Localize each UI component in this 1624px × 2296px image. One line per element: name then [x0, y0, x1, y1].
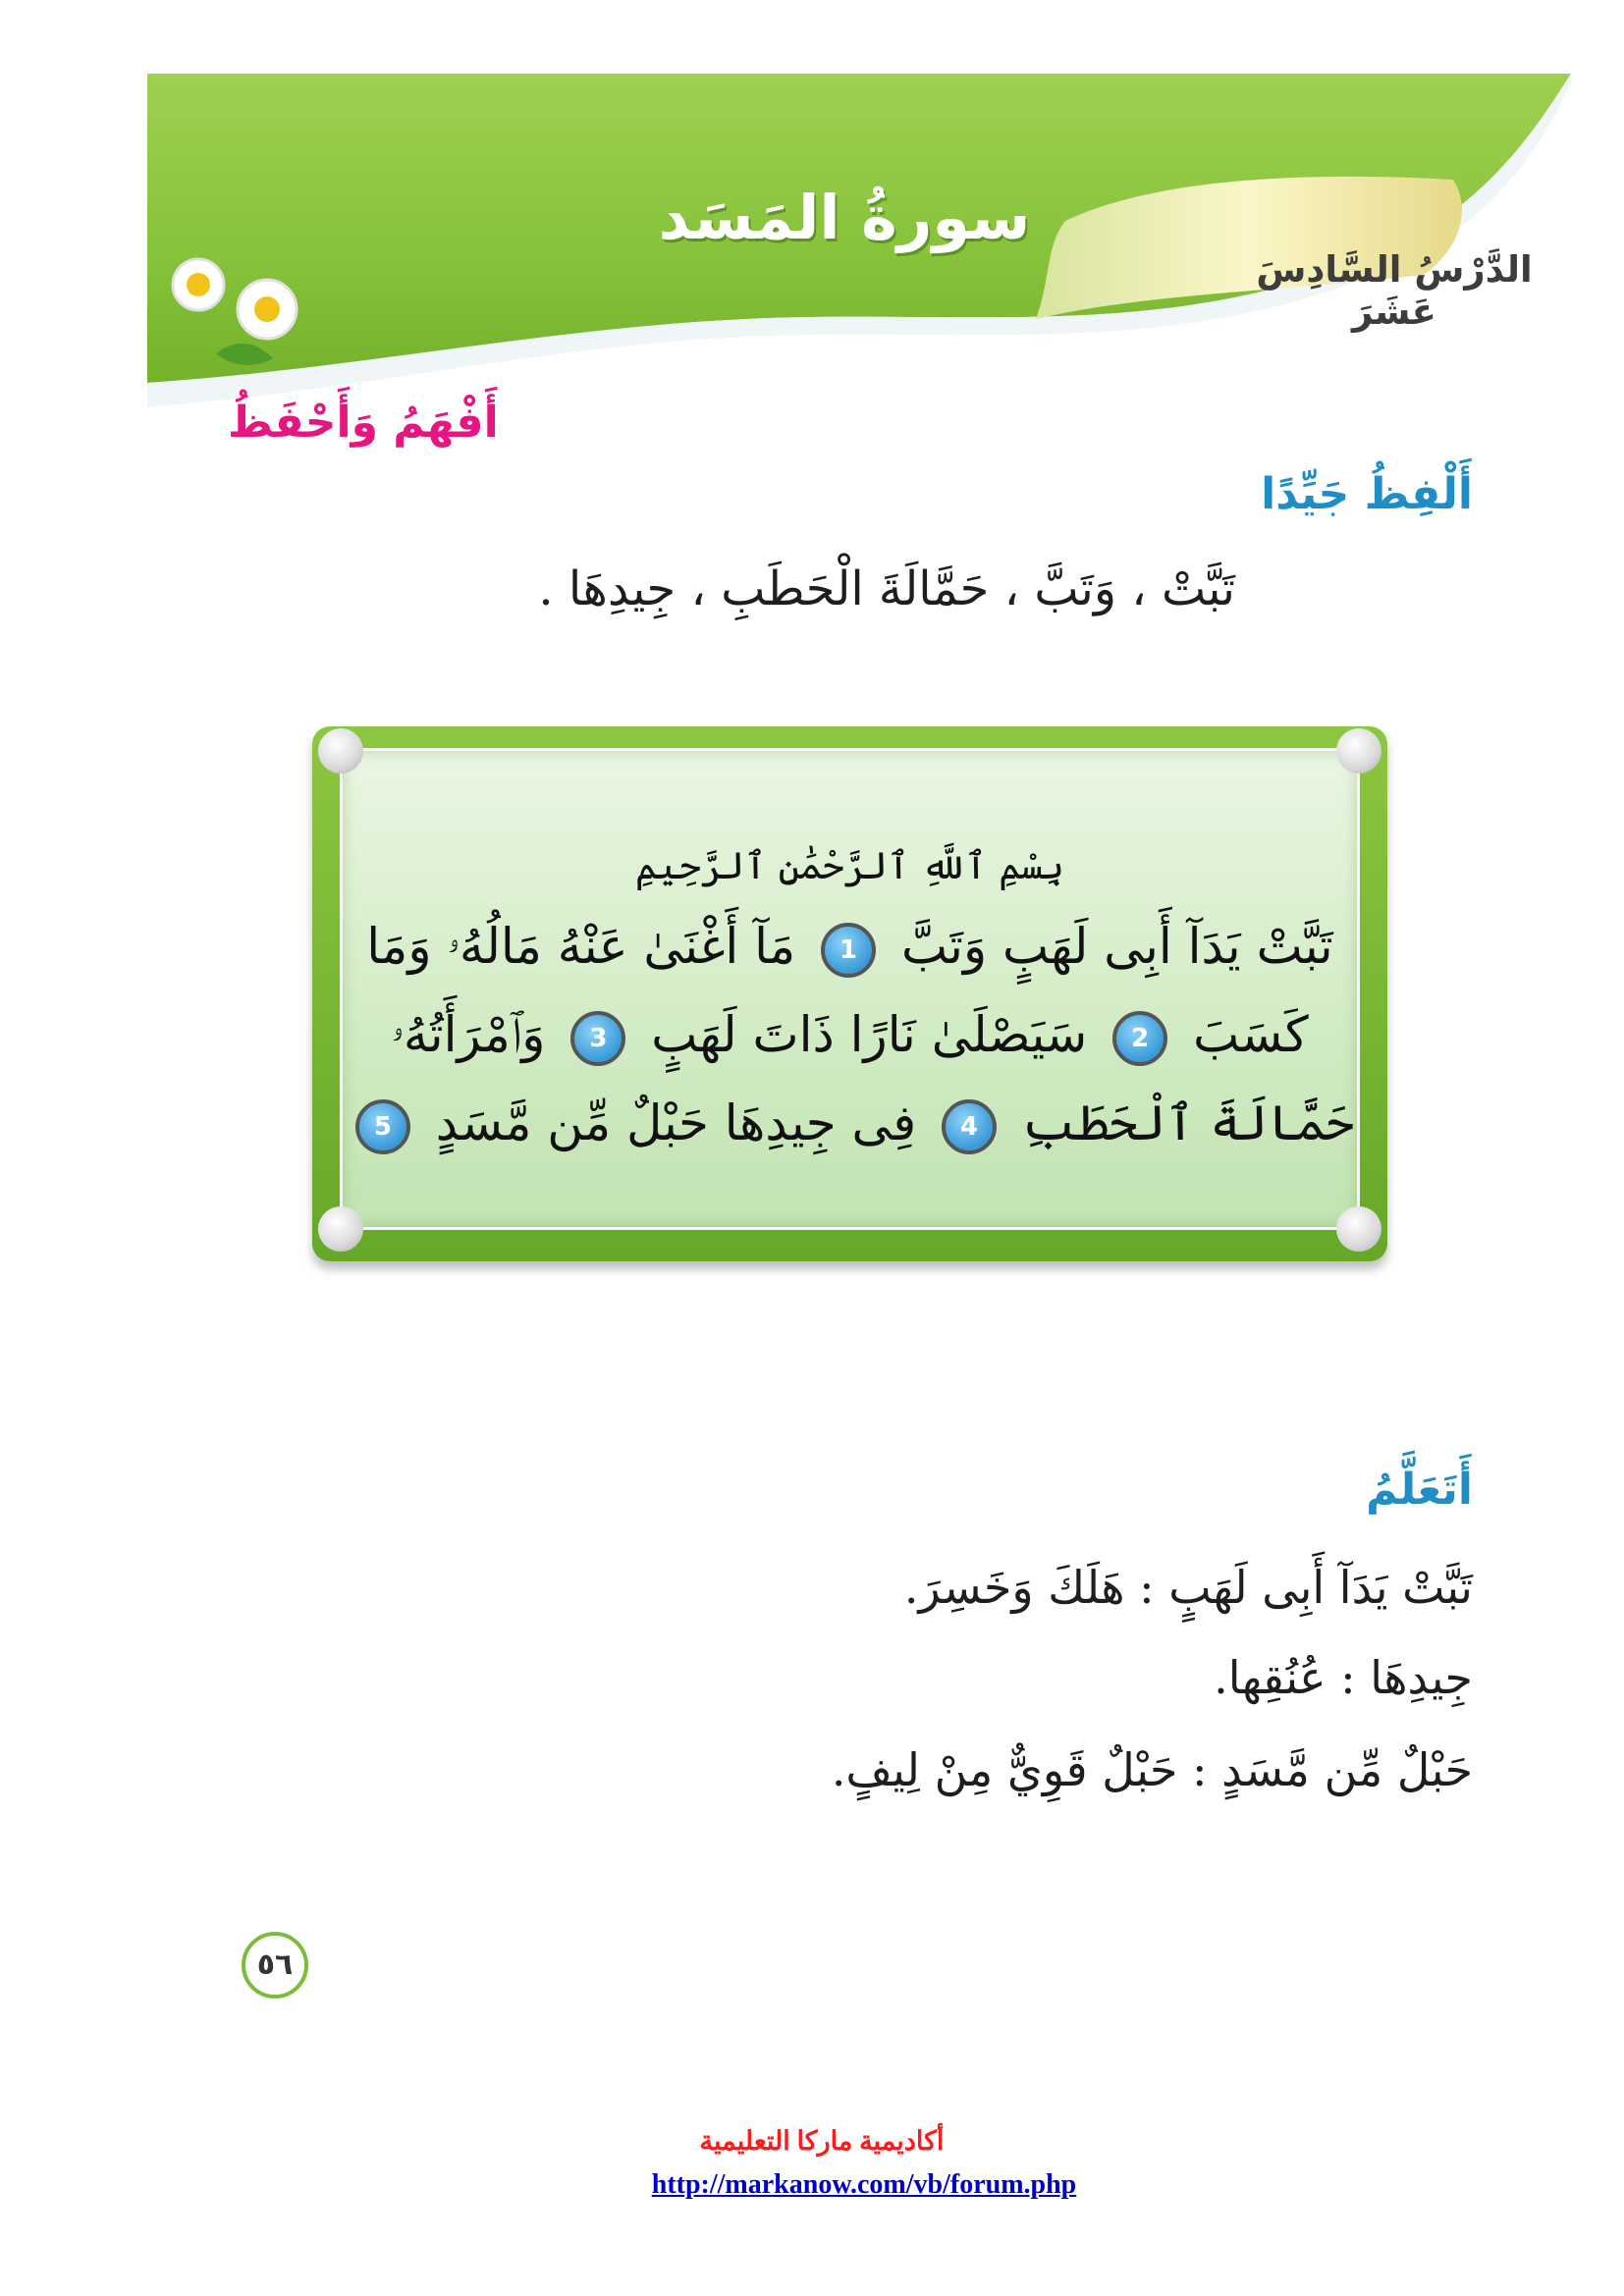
footer-academy-name: أكاديمية ماركا التعليمية [699, 2126, 945, 2156]
verse-line-3 [343, 1095, 1357, 1154]
verse-line-1 [343, 918, 1357, 978]
page-number: ٥٦ [242, 1932, 308, 1999]
verse-text: فِى جِيدِهَا حَبْلٌ مِّن مَّسَدٍ [435, 1095, 917, 1151]
verse-text: وَٱمْرَأَتُهُۥ [391, 1006, 546, 1063]
quran-verses-panel [340, 748, 1360, 1230]
verse-line-2 [343, 1006, 1357, 1066]
quran-verses-frame [312, 726, 1387, 1261]
section-heading-i-learn: أَتَعَلَّمُ [1366, 1465, 1473, 1515]
verse-text: مَآ أَغْنَىٰ عَنْهُ مَالُهُۥ وَمَا [366, 918, 796, 975]
surah-title: سورةُ المَسَد [658, 182, 1031, 253]
verse-number-badge: 3 [570, 1011, 625, 1066]
frame-corner-ornament [318, 1206, 363, 1252]
frame-corner-ornament [318, 728, 363, 774]
verse-text: تَبَّتْ يَدَآ أَبِى لَهَبٍ وَتَبَّ [900, 918, 1333, 975]
verse-text: حَمَّالَةَ ٱلْحَطَبِ [1021, 1095, 1355, 1151]
verse-text: سَيَصْلَىٰ نَارًا ذَاتَ لَهَبٍ [651, 1006, 1088, 1063]
section-heading-pronounce: أَلْفِظُ جَيِّدًا [1261, 469, 1473, 519]
learn-definition-3: حَبْلٌ مِّن مَّسَدٍ : حَبْلٌ قَوِيٌّ مِنْ لِيفٍ. [831, 1743, 1473, 1796]
verse-number-badge: 1 [821, 923, 876, 978]
verse-number-badge: 2 [1112, 1011, 1167, 1066]
verse-number-badge: 5 [355, 1099, 410, 1154]
frame-corner-ornament [1336, 1206, 1381, 1252]
basmala: بِسْمِ ٱللَّهِ ٱلرَّحْمَٰنِ ٱلرَّحِيمِ [634, 844, 1065, 887]
footer-forum-link[interactable]: http://markanow.com/vb/forum.php [651, 2169, 1077, 2200]
learn-definition-2: جِيدِهَا : عُنُقِها. [1214, 1651, 1473, 1704]
verse-number-badge: 4 [942, 1099, 997, 1154]
pronounce-words-line: تَبَّتْ ، وَتَبَّ ، حَمَّالَةَ الْحَطَبِ ، جِيدِهَا . [538, 561, 1235, 616]
frame-corner-ornament [1336, 728, 1381, 774]
lesson-header-banner [147, 74, 1571, 407]
section-heading-understand-memorize: أَفْهَمُ وَأَحْفَظُ [228, 398, 499, 448]
learn-definition-1: تَبَّتْ يَدَآ أَبِى لَهَبٍ : هَلَكَ وَخَسِرَ. [903, 1561, 1473, 1614]
verse-text: كَسَبَ [1193, 1006, 1309, 1063]
lesson-number-label: الدَّرْسُ السَّادِسَ عَشَرَ [1256, 248, 1533, 333]
